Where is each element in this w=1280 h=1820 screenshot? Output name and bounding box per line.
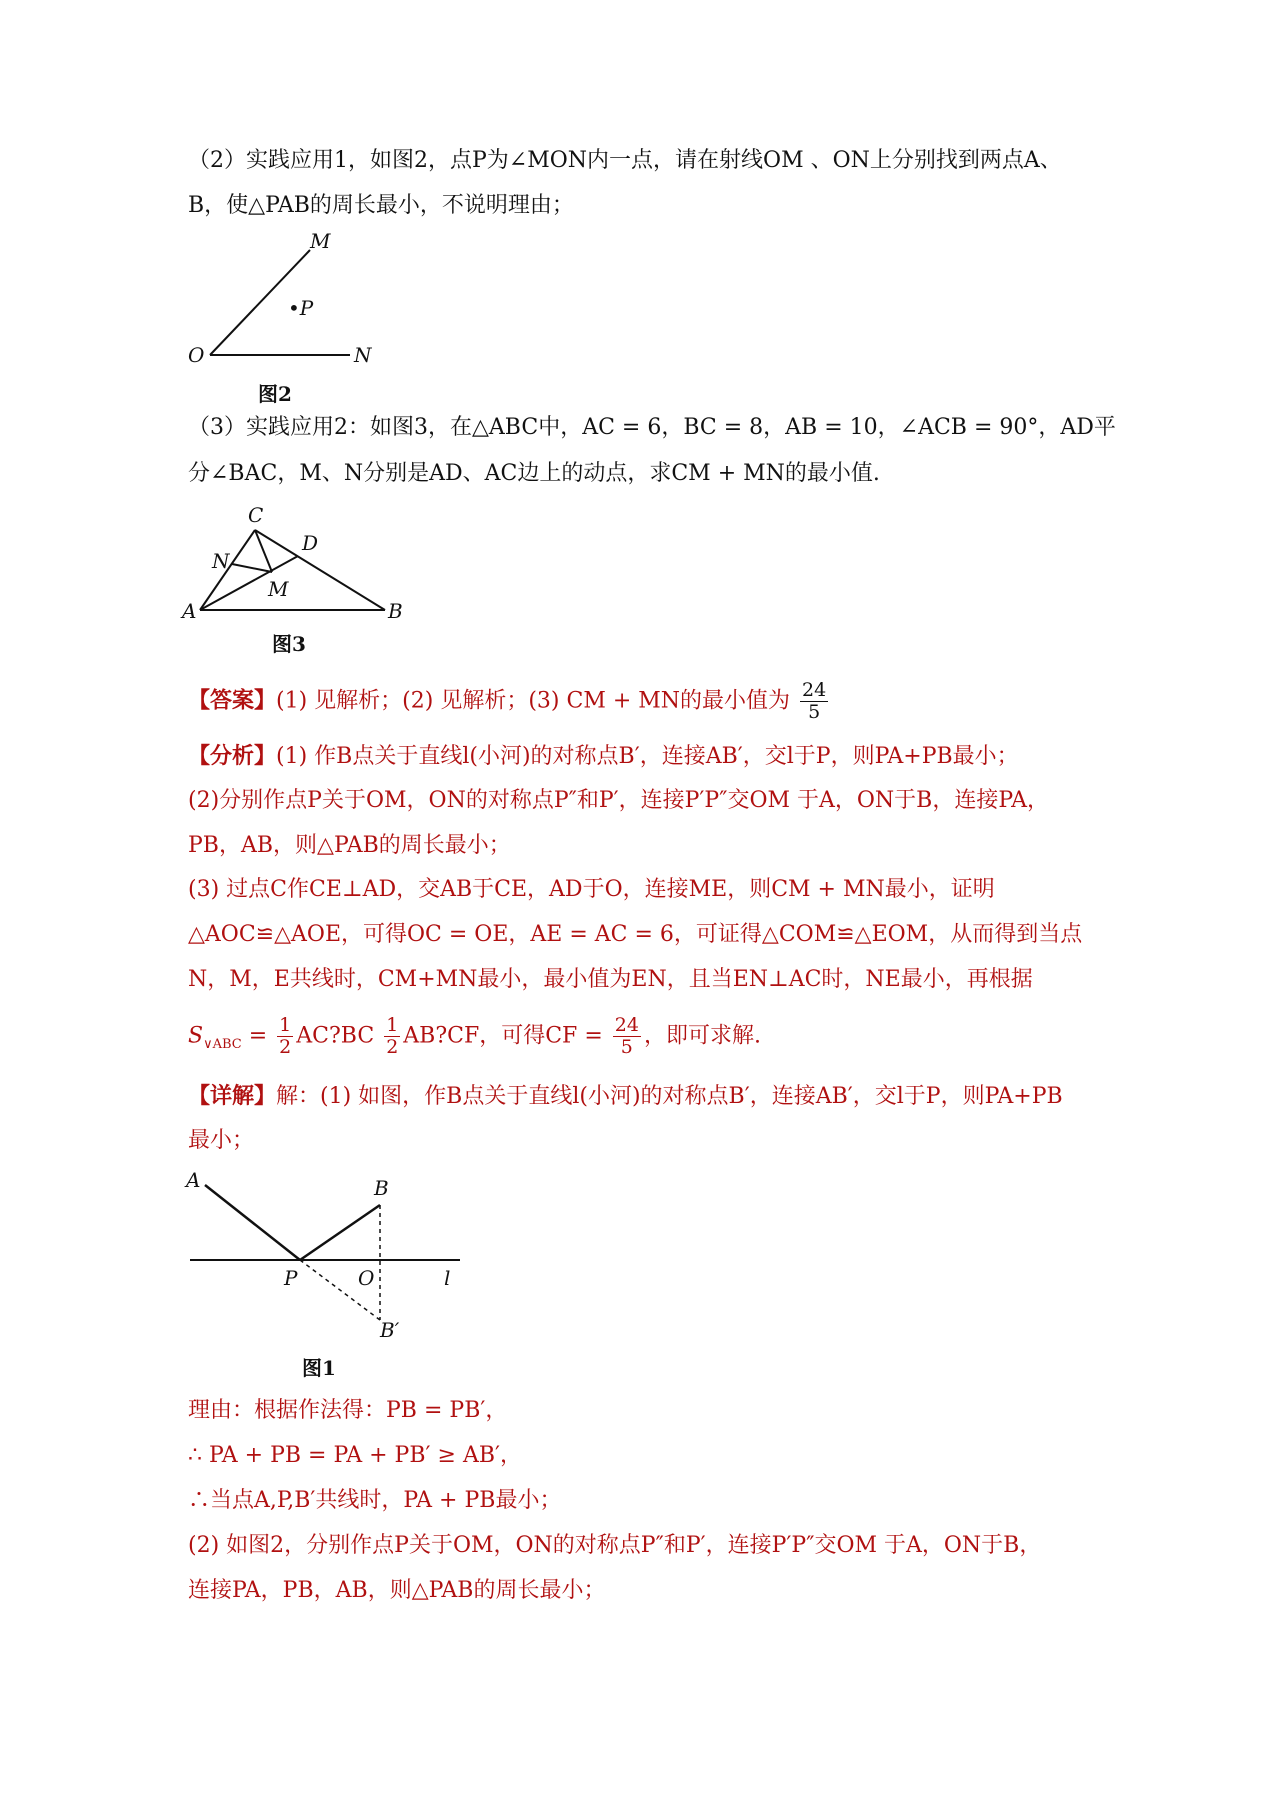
analysis-line-5: △AOC≌△AOE，可得OC = OE，AE = AC = 6，可证得△COM≌△EOM，从而得到当点 (188, 922, 1083, 947)
fig3-caption: 图3 (272, 632, 306, 656)
fig2-label-m: M (310, 230, 331, 253)
fraction-half-2 (384, 1015, 400, 1058)
answer-line (188, 680, 1108, 723)
fig1-label-b-prime: B′ (380, 1318, 400, 1342)
reason-line-4: (2) 如图2，分别作点P关于OM，ON的对称点P″和P′，连接P′P″交OM 于A，ON于B， (188, 1533, 1042, 1558)
q2-line-1: （2）实践应用1，如图2，点P为∠MON内一点，请在射线OM 、ON上分别找到两点A、 (188, 148, 1062, 173)
answer-text: (1) 见解析；(2) 见解析；(3) CM + MN的最小值为 (276, 688, 791, 714)
product-ab-cf: AB?CF，可得CF = (403, 1023, 610, 1049)
analysis-line-3: PB，AB，则△PAB的周长最小； (188, 833, 511, 858)
analysis-text-1: (1) 作B点关于直线l(小河)的对称点B′，连接AB′，交l于P，则PA+PB最小； (276, 744, 1019, 769)
fig3-label-b: B (388, 599, 403, 623)
detail-line-2: 最小； (188, 1128, 255, 1153)
analysis-line-7 (188, 1015, 1108, 1061)
fig3-label-d: D (302, 531, 319, 555)
fig1-label-a: A (186, 1168, 201, 1192)
reason-line-3: ∴当点A,P,B′共线时，PA + PB最小； (188, 1488, 562, 1513)
analysis-end: ，即可求解. (643, 1023, 761, 1049)
answer-fraction (800, 680, 828, 723)
fig2-label-p: •P (288, 296, 314, 320)
fraction-half-1 (277, 1015, 293, 1058)
fig3-label-a: A (182, 599, 197, 623)
figure-2 (180, 230, 400, 370)
area-subscript: ∨ABC (203, 1036, 242, 1052)
q3-line-2: 分∠BAC，M、N分别是AD、AC边上的动点，求CM + MN的最小值. (188, 461, 880, 486)
answer-frac-num: 24 (802, 679, 827, 701)
fig3-label-m: M (268, 577, 289, 601)
fig2-label-o: O (188, 343, 205, 367)
analysis-line-6: N，M，E共线时，CM+MN最小，最小值为EN，且当EN⊥AC时，NE最小，再根据 (188, 967, 1033, 992)
frac-1-num: 1 (279, 1014, 292, 1036)
fig1-caption: 图1 (302, 1356, 336, 1380)
detail-text-1: 解：(1) 如图，作B点关于直线l(小河)的对称点B′，连接AB′，交l于P，则PA+PB (276, 1084, 1063, 1109)
frac-2-num: 1 (386, 1014, 399, 1036)
fig1-label-b: B (374, 1176, 389, 1200)
reason-line-5: 连接PA，PB，AB，则△PAB的周长最小； (188, 1578, 606, 1603)
fig2-caption: 图2 (258, 382, 292, 406)
figure-3 (180, 500, 420, 625)
frac-3-num: 24 (614, 1014, 639, 1036)
reason-line-2: ∴ PA + PB = PA + PB′ ≥ AB′， (188, 1443, 522, 1468)
figure-1 (180, 1165, 480, 1350)
fig1-label-p: P (284, 1266, 298, 1290)
answer-frac-den: 5 (808, 701, 821, 723)
fraction-cf (613, 1015, 641, 1058)
frac-1-den: 2 (279, 1036, 292, 1058)
fig3-label-c: C (248, 503, 264, 527)
analysis-line-1 (188, 740, 1108, 773)
product-ac-bc: AC?BC (296, 1023, 375, 1049)
frac-3-den: 5 (620, 1036, 633, 1058)
fig3-label-n: N (212, 549, 230, 573)
analysis-line-4: (3) 过点C作CE⊥AD，交AB于CE，AD于O，连接ME，则CM + MN最小，证明 (188, 877, 995, 902)
analysis-tag: 【分析】 (188, 743, 277, 769)
answer-tag: 【答案】 (188, 687, 277, 714)
area-symbol: S (188, 1023, 204, 1049)
fig1-label-l: l (444, 1266, 451, 1290)
equals-sign: = (241, 1023, 275, 1049)
detail-tag: 【详解】 (188, 1083, 277, 1109)
reason-line-1: 理由：根据作法得：PB = PB′， (188, 1398, 508, 1423)
fig1-label-o: O (358, 1266, 375, 1290)
detail-line-1 (188, 1080, 1108, 1113)
fig2-label-n: N (354, 343, 372, 367)
q3-line-1: （3）实践应用2：如图3，在△ABC中，AC = 6，BC = 8，AB = 10，∠ACB = 90°，AD平 (188, 415, 1116, 440)
frac-2-den: 2 (386, 1036, 399, 1058)
q2-line-2: B，使△PAB的周长最小，不说明理由； (188, 193, 574, 218)
analysis-line-2: (2)分别作点P关于OM，ON的对称点P″和P′，连接P′P″交OM 于A，ON于B，连接PA， (188, 788, 1050, 813)
